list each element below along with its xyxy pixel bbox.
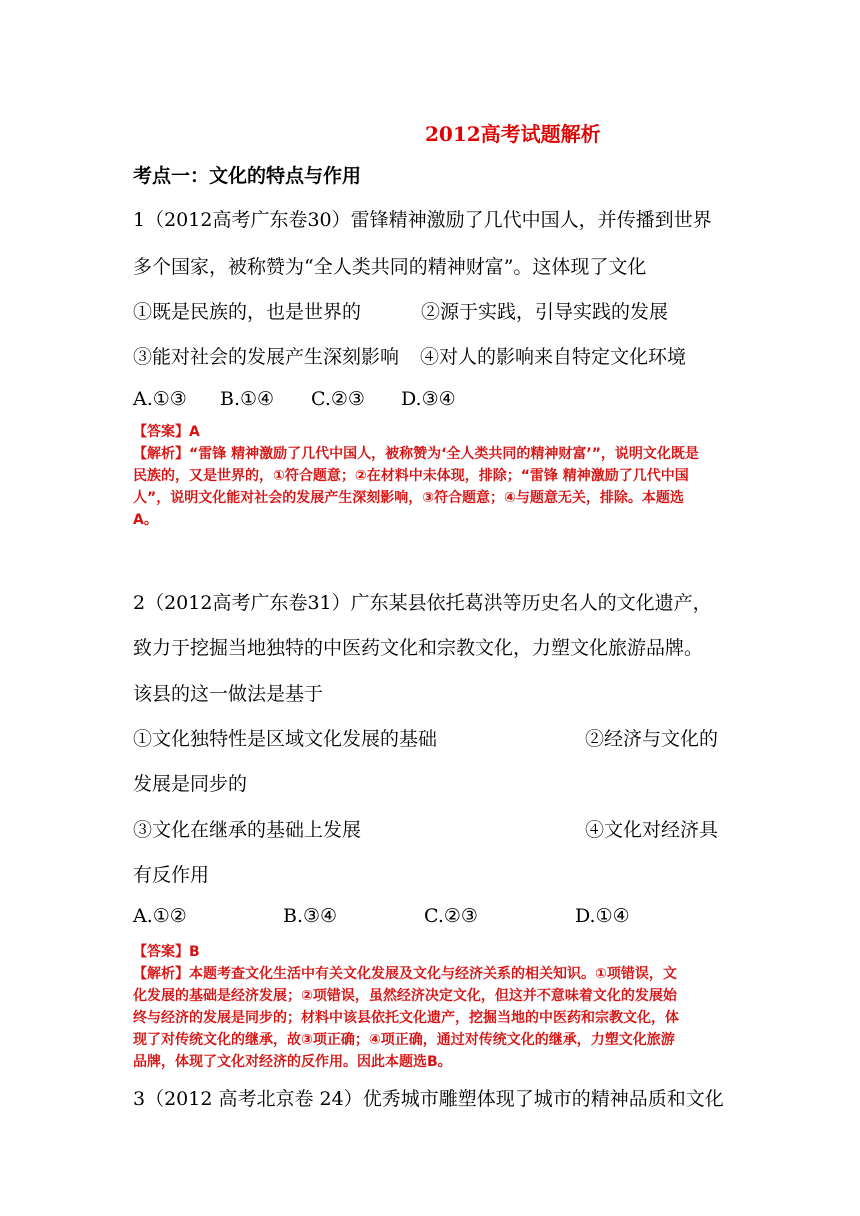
q1-answer: 【答案】A bbox=[133, 424, 200, 440]
q2-stem-line1: 2（2012高考广东卷31）广东某县依托葛洪等历史名人的文化遗产， bbox=[133, 592, 712, 614]
q1-analysis-line1: 【解析】“雷锋 精神激励了几代中国人，被称赞为‘全人类共同的精神财富’”，说明文化既是 bbox=[133, 446, 699, 462]
q1-option-4: ④对人的影响来自特定文化环境 bbox=[420, 346, 687, 368]
q1-option-2: ②源于实践，引导实践的发展 bbox=[421, 301, 669, 323]
q2-answer: 【答案】B bbox=[133, 944, 200, 960]
q2-option-4b: 有反作用 bbox=[133, 864, 210, 886]
q2-analysis-line2: 化发展的基础是经济发展；②项错误，虽然经济决定文化，但这并不意味着文化的发展始 bbox=[133, 988, 677, 1004]
section-heading: 考点一：文化的特点与作用 bbox=[133, 165, 362, 187]
q2-choice-b: B.③④ bbox=[283, 905, 338, 927]
q2-option-2a: ②经济与文化的 bbox=[585, 728, 719, 750]
q2-analysis-line3: 终与经济的发展是同步的；材料中该县依托文化遗产，挖掘当地的中医药和宗教文化，体 bbox=[133, 1010, 679, 1026]
page-title: 2012高考试题解析 bbox=[425, 122, 601, 146]
q2-analysis-line1: 【解析】本题考查文化生活中有关文化发展及文化与经济关系的相关知识。①项错误，文 bbox=[133, 966, 677, 982]
q1-choice-a: A.①③ bbox=[133, 388, 187, 410]
q2-choice-c: C.②③ bbox=[424, 905, 478, 927]
q1-choice-c: C.②③ bbox=[311, 388, 365, 410]
q2-analysis-line4: 现了对传统文化的继承，故③项正确；④项正确，通过对传统文化的继承，力塑文化旅游 bbox=[133, 1032, 675, 1048]
q3-stem-line1: 3（2012 高考北京卷 24）优秀城市雕塑体现了城市的精神品质和文化 bbox=[133, 1088, 724, 1110]
q2-stem-line3: 该县的这一做法是基于 bbox=[133, 683, 324, 705]
q2-option-2b: 发展是同步的 bbox=[133, 773, 248, 795]
q1-stem-line2: 多个国家，被称赞为“全人类共同的精神财富”。这体现了文化 bbox=[133, 256, 647, 278]
q2-choice-a: A.①② bbox=[133, 905, 187, 927]
q2-answer-block bbox=[133, 941, 738, 1073]
q1-analysis-line2: 民族的，又是世界的，①符合题意；②在材料中未体现，排除；“雷锋 精神激励了几代中国 bbox=[133, 468, 689, 484]
q2-option-3: ③文化在继承的基础上发展 bbox=[133, 819, 362, 841]
q1-option-1: ①既是民族的，也是世界的 bbox=[133, 301, 362, 323]
q1-analysis-line4: A。 bbox=[133, 512, 158, 528]
q1-analysis-line3: 人”，说明文化能对社会的发展产生深刻影响，③符合题意；④与题意无关，排除。本题选 bbox=[133, 490, 684, 506]
q1-choice-d: D.③④ bbox=[401, 388, 456, 410]
q2-option-1: ①文化独特性是区域文化发展的基础 bbox=[133, 728, 438, 750]
q2-option-4a: ④文化对经济具 bbox=[585, 819, 719, 841]
q1-option-3: ③能对社会的发展产生深刻影响 bbox=[133, 346, 400, 368]
q2-stem-line2: 致力于挖掘当地独特的中医药文化和宗教文化，力塑文化旅游品牌。 bbox=[133, 637, 704, 659]
q1-stem-line1: 1（2012高考广东卷30）雷锋精神激励了几代中国人，并传播到世界 bbox=[133, 209, 712, 231]
q2-analysis-line5: 品牌，体现了文化对经济的反作用。因此本题选B。 bbox=[133, 1054, 452, 1070]
q2-choice-d: D.①④ bbox=[575, 905, 630, 927]
q1-choice-b: B.①④ bbox=[220, 388, 275, 410]
q1-answer-block bbox=[133, 421, 738, 531]
